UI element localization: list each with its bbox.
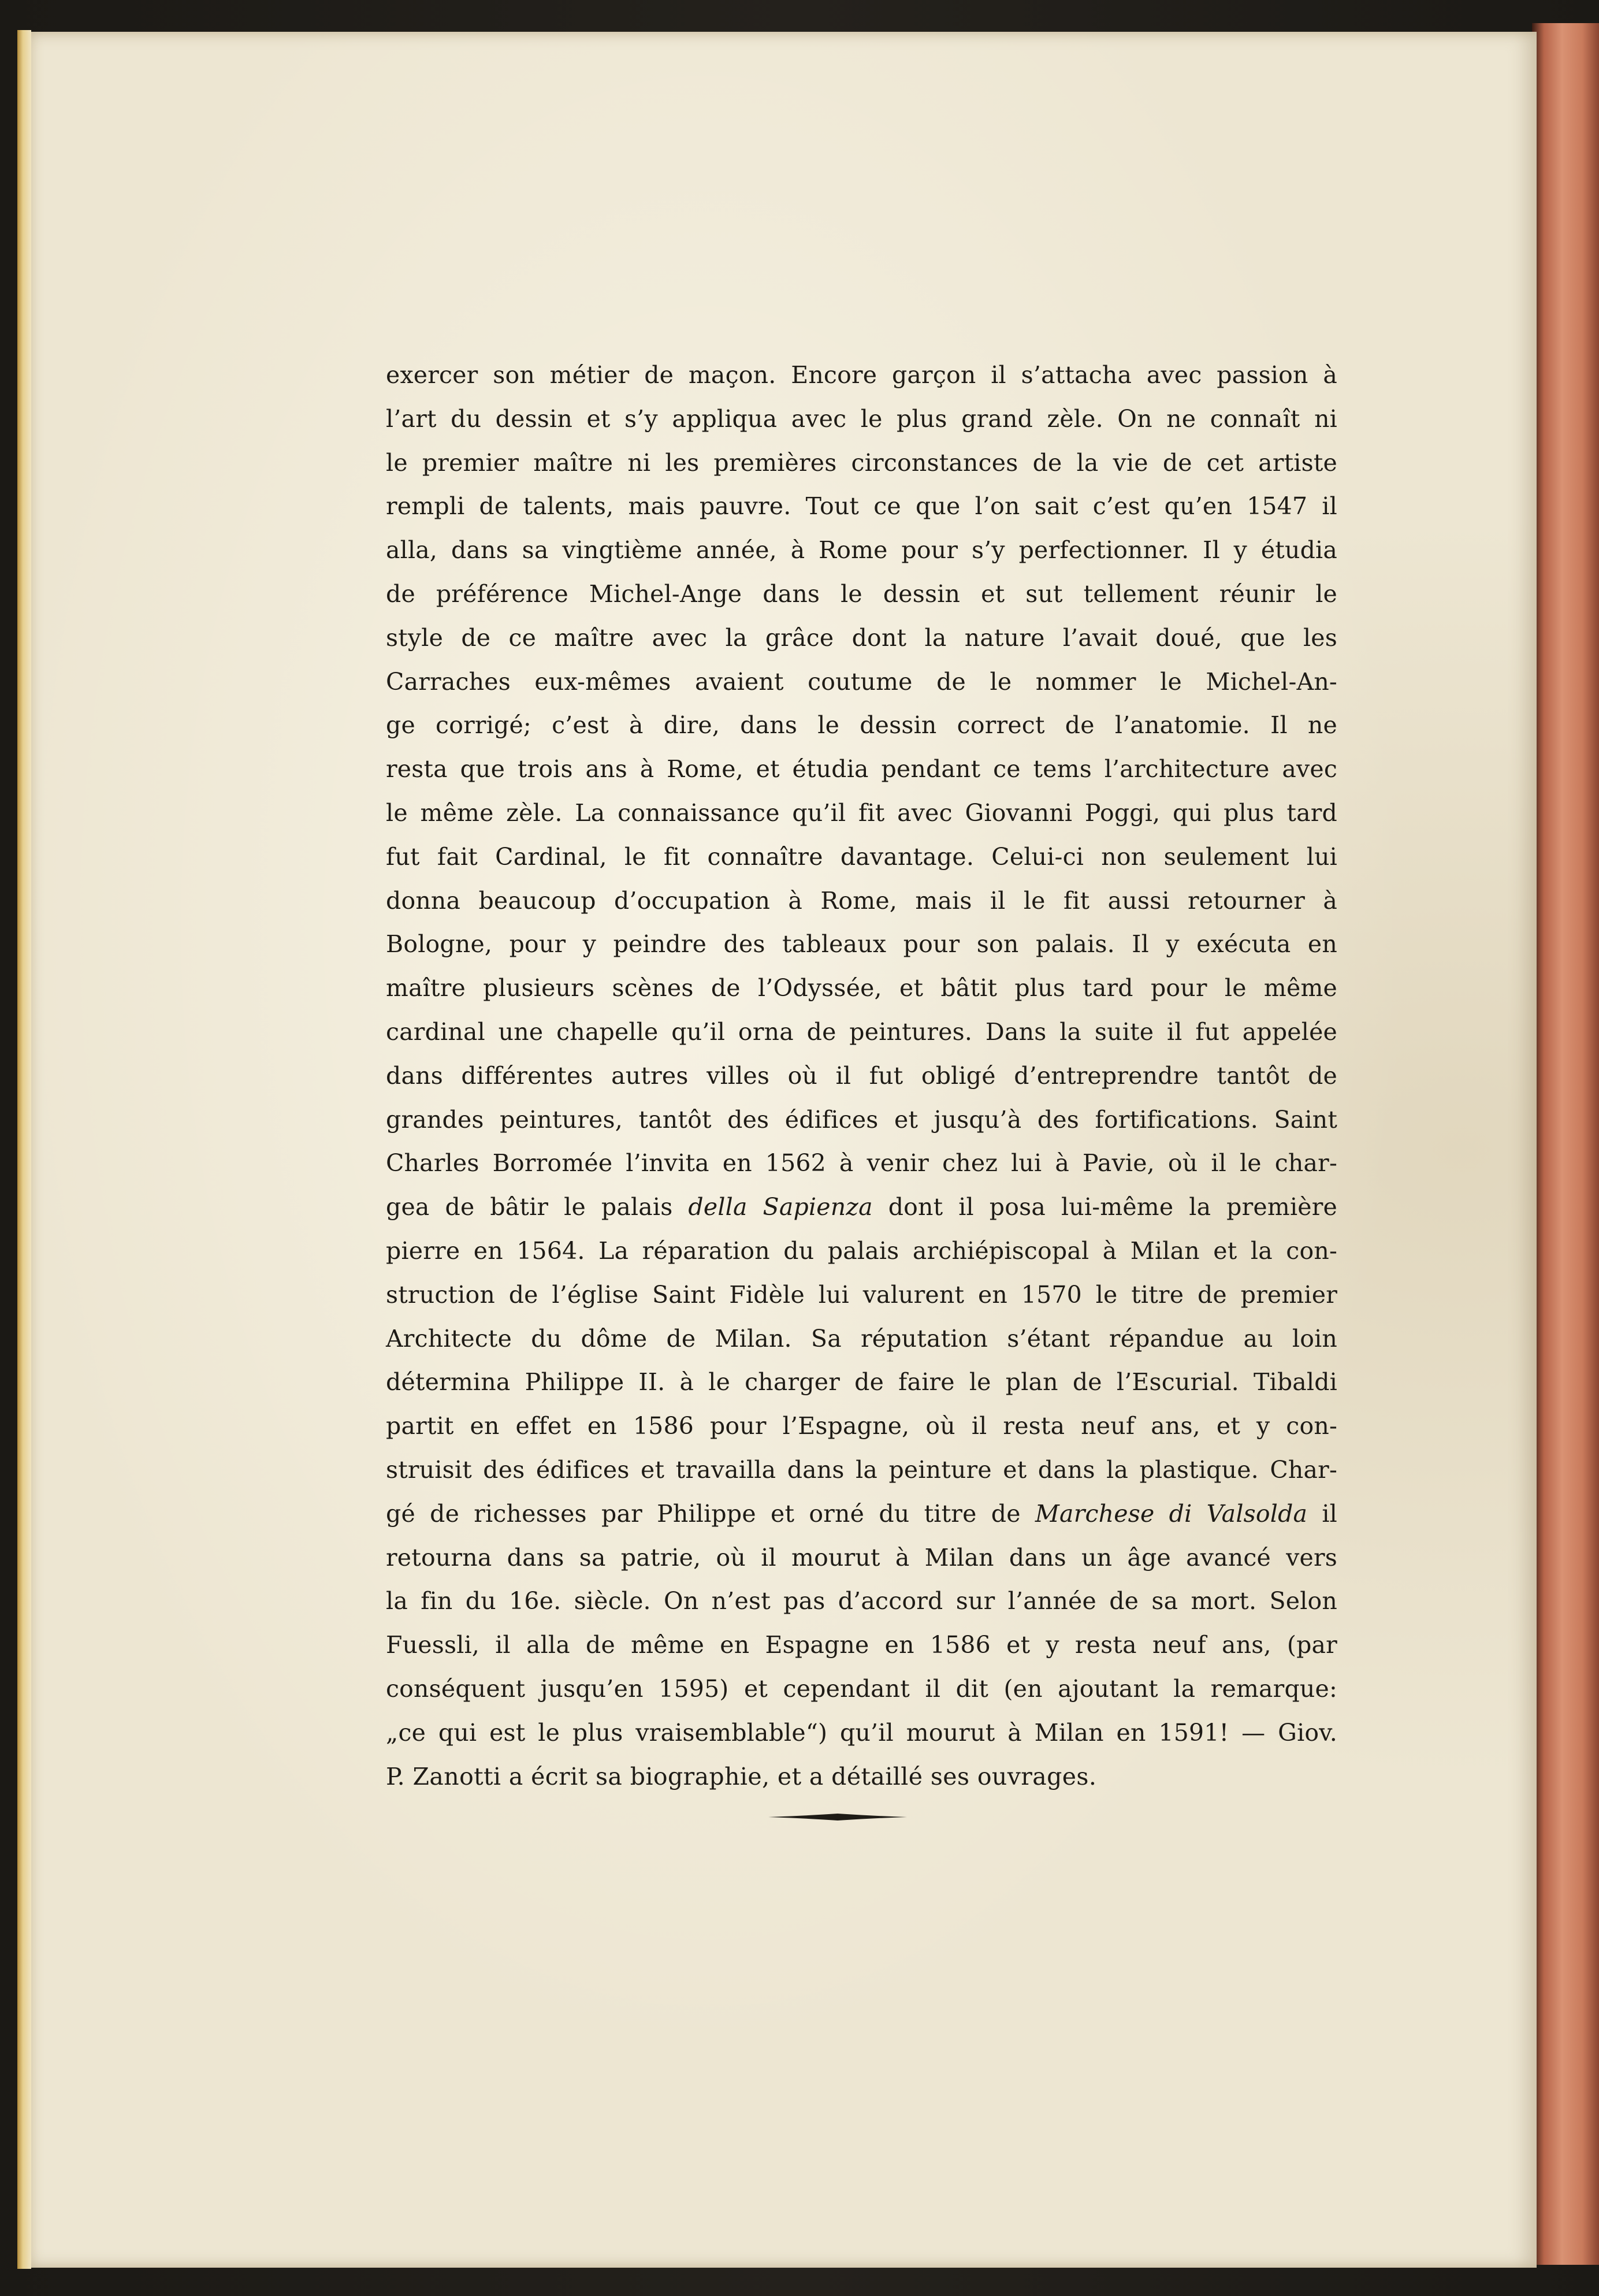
text-line: cardinal une chapelle qu’il orna de peintures. Dans la suite il fut appelée (386, 1017, 1337, 1046)
text-line: Fuessli, il alla de même en Espagne en 1586 et y resta neuf ans, (par (386, 1631, 1337, 1659)
text-line: le premier maître ni les premières circonstances de la vie de cet artiste (386, 448, 1337, 477)
text-line: gea de bâtir le palais della Sapienza dont il posa lui-même la première (386, 1193, 1337, 1221)
text-line: pierre en 1564. La réparation du palais archiépiscopal à Milan et la con- (386, 1236, 1337, 1265)
body-text (386, 354, 1337, 1799)
page-gilt-edge (17, 30, 31, 2269)
book-cover-edge (1532, 23, 1599, 2265)
text-line: dans différentes autres villes où il fut obligé d’entreprendre tantôt de (386, 1061, 1337, 1090)
text-line: Carraches eux-mêmes avaient coutume de le nommer le Michel-An- (386, 667, 1337, 696)
text-line: resta que trois ans à Rome, et étudia pendant ce tems l’architecture avec (386, 755, 1337, 783)
text-line: partit en effet en 1586 pour l’Espagne, où il resta neuf ans, et y con- (386, 1412, 1337, 1440)
text-line: conséquent jusqu’en 1595) et cependant il dit (en ajoutant la remarque: (386, 1674, 1337, 1703)
text-line: retourna dans sa patrie, où il mourut à Milan dans un âge avancé vers (386, 1543, 1337, 1571)
text-line: struction de l’église Saint Fidèle lui valurent en 1570 le titre de premier (386, 1280, 1337, 1309)
text-line: „ce qui est le plus vraisemblable“) qu’il mourut à Milan en 1591! — Giov. (386, 1718, 1337, 1747)
end-ornament (768, 1813, 907, 1821)
text-line: grandes peintures, tantôt des édifices et jusqu’à des fortifications. Saint (386, 1105, 1337, 1134)
text-line: rempli de talents, mais pauvre. Tout ce que l’on sait c’est qu’en 1547 il (386, 492, 1337, 521)
text-line: maître plusieurs scènes de l’Odyssée, et bâtit plus tard pour le même (386, 974, 1337, 1002)
text-line: struisit des édifices et travailla dans la peinture et dans la plastique. Char- (386, 1455, 1337, 1484)
text-line: alla, dans sa vingtième année, à Rome pour s’y perfectionner. Il y étudia (386, 536, 1337, 564)
italic-phrase: Marchese di Valsolda (1035, 1499, 1308, 1528)
text-line: de préférence Michel-Ange dans le dessin et sut tellement réunir le (386, 579, 1337, 608)
text-line: exercer son métier de maçon. Encore garçon il s’attacha avec passion à (386, 361, 1337, 389)
text-line: gé de richesses par Philippe et orné du titre de Marchese di Valsolda il (386, 1499, 1337, 1528)
text-line: l’art du dessin et s’y appliqua avec le plus grand zèle. On ne connaît ni (386, 404, 1337, 433)
text-line: la fin du 16e. siècle. On n’est pas d’accord sur l’année de sa mort. Selon (386, 1587, 1337, 1615)
text-line: Charles Borromée l’invita en 1562 à venir chez lui à Pavie, où il le char- (386, 1149, 1337, 1177)
text-line: P. Zanotti a écrit sa biographie, et a détaillé ses ouvrages. (386, 1762, 1097, 1790)
text-line: fut fait Cardinal, le fit connaître davantage. Celui-ci non seulement lui (386, 842, 1337, 871)
text-line: Architecte du dôme de Milan. Sa réputation s’étant répandue au loin (386, 1324, 1337, 1353)
text-line: Bologne, pour y peindre des tableaux pour son palais. Il y exécuta en (386, 930, 1337, 958)
italic-phrase: della Sapienza (688, 1193, 873, 1221)
text-line: donna beaucoup d’occupation à Rome, mais il le fit aussi retourner à (386, 886, 1337, 915)
text-line: détermina Philippe II. à le charger de faire le plan de l’Escurial. Tibaldi (386, 1368, 1337, 1396)
text-line: style de ce maître avec la grâce dont la nature l’avait doué, que les (386, 623, 1337, 652)
text-line: le même zèle. La connaissance qu’il fit avec Giovanni Poggi, qui plus tard (386, 798, 1337, 827)
text-line: ge corrigé; c’est à dire, dans le dessin correct de l’anatomie. Il ne (386, 711, 1337, 740)
